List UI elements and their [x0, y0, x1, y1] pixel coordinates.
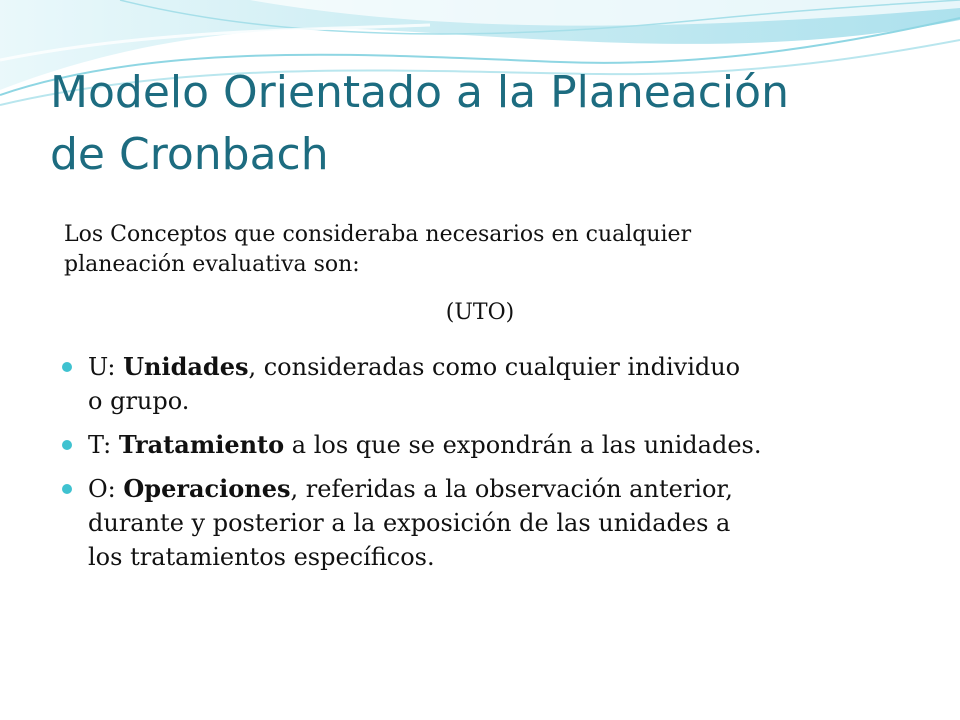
slide-title — [50, 62, 930, 186]
bullet-icon — [62, 440, 72, 450]
item-desc-line-2: o grupo. — [88, 387, 190, 415]
acronym — [0, 298, 960, 328]
item-desc-line-1: , referidas a la observación anterior, — [290, 475, 733, 503]
item-prefix: T: — [88, 431, 119, 459]
item-term: Unidades — [123, 352, 249, 381]
item-desc-line-2: durante y posterior a la exposición de las unidades a — [88, 509, 731, 537]
item-term: Operaciones — [123, 474, 291, 503]
item-prefix: O: — [88, 475, 124, 503]
bullet-icon — [62, 362, 72, 372]
bullet-icon — [62, 484, 72, 494]
intro-text — [64, 220, 884, 280]
item-prefix: U: — [88, 353, 124, 381]
list-item-operaciones — [60, 472, 910, 574]
title-line-1: Modelo Orientado a la Planeación — [50, 67, 789, 118]
intro-line-2: planeación evaluativa son: — [64, 252, 360, 277]
acronym-text: (UTO) — [445, 300, 515, 325]
title-line-2: de Cronbach — [50, 129, 329, 180]
intro-line-1: Los Conceptos que consideraba necesarios en cualquier — [64, 222, 692, 247]
concept-list — [60, 350, 910, 584]
item-desc-line-1: a los que se expondrán a las unidades. — [284, 431, 762, 459]
list-item-unidades — [60, 350, 910, 418]
list-item-tratamiento — [60, 428, 910, 462]
item-desc-line-3: los tratamientos específicos. — [88, 543, 435, 571]
item-desc-line-1: , consideradas como cualquier individuo — [248, 353, 741, 381]
item-term: Tratamiento — [118, 430, 285, 459]
